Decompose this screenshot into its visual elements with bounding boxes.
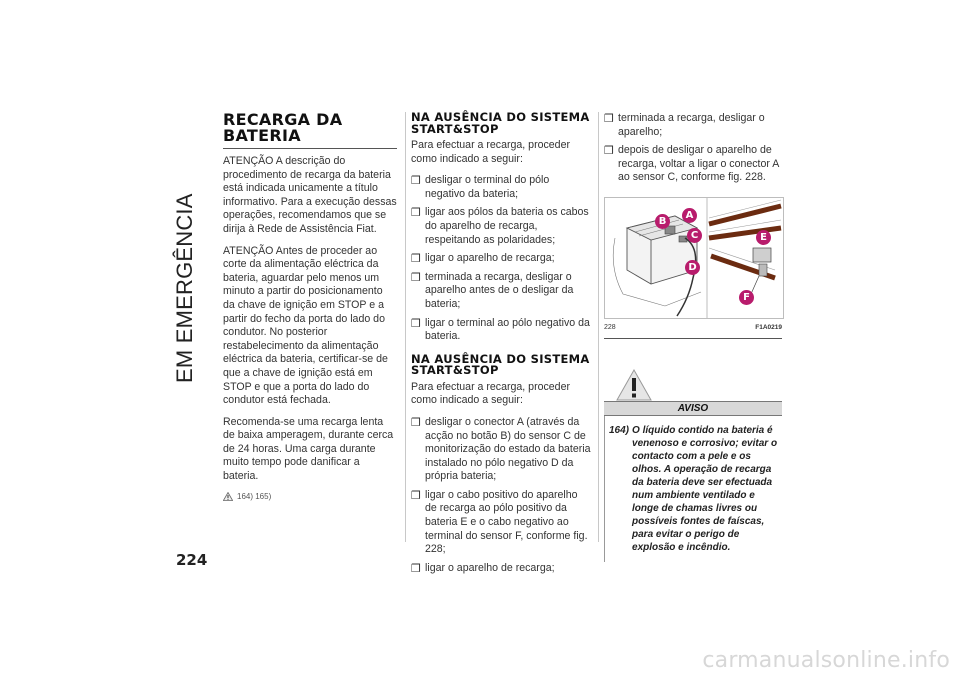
checkbox-bullet-icon: ❒ [411, 489, 421, 502]
callout-A: A [682, 208, 697, 223]
warning-body [604, 416, 782, 562]
battery-diagram-figure [604, 197, 784, 319]
checkbox-bullet-icon: ❒ [411, 207, 421, 220]
list-item: ❒ desligar o terminal do pólo negativo da bateria; [411, 174, 550, 200]
checkbox-bullet-icon: ❒ [411, 317, 421, 330]
list-item: ❒ ligar o cabo positivo do aparelho de recarga ao pólo positivo da bateria E e o cabo negativo ao terminal do sensor F, conforme fig. 228; [411, 488, 588, 556]
warning-triangle-icon [223, 492, 233, 501]
warning-box [604, 369, 782, 562]
list-item: ❒ ligar o aparelho de recarga; [411, 252, 555, 266]
column-1 [223, 112, 397, 503]
heading-recarga-bateria: RECARGA DA BATERIA [223, 112, 397, 149]
checkbox-bullet-icon: ❒ [411, 175, 421, 188]
paragraph: ATENÇÃO Antes de proceder ao corte da alimentação eléctrica da bateria, aguardar pelo menos um minuto a partir do posicionamento da chave de ignição em STOP e a partir do fecho da porta do lado do condutor. No posterior restabelecimento da alimentação eléctrica da bateria, certificar-se de que a chave de ignição está em STOP e que a porta do lado do condutor está fechada. [223, 244, 388, 407]
column-divider [598, 112, 599, 542]
list-item: ❒ ligar aos pólos da bateria os cabos do aparelho de recarga, respeitando as polaridades; [411, 206, 589, 246]
list-item: ❒ desligar o conector A (através da acção no botão B) do sensor C de monitorização do estado da bateria instalado no pólo negativo D da própria bateria; [411, 415, 591, 483]
figure-number: 228 [604, 323, 616, 331]
section-side-title: EM EMERGÊNCIA [172, 193, 197, 383]
paragraph: Recomenda-se uma recarga lenta de baixa amperagem, durante cerca de 24 horas. Uma carga durante muito tempo pode danificar a bateria. [223, 415, 394, 483]
figure-caption [604, 319, 782, 339]
checkbox-bullet-icon: ❒ [411, 253, 421, 266]
figure-code: F1A0219 [755, 323, 782, 331]
list-item: ❒ ligar o aparelho de recarga; [411, 561, 555, 575]
callout-B: B [655, 214, 670, 229]
warning-text: O líquido contido na bateria é venenoso e corrosivo; evitar o contacto com a pele e os olhos. A operação de recarga da bateria deve ser efectuada num ambiente ventilado e longe de chamas livres ou possíveis fontes de faíscas, para evitar o perigo de explosão e incêndio. [632, 424, 778, 553]
warning-number: 164) [609, 424, 630, 436]
callout-F: F [739, 290, 754, 305]
column-3 [604, 112, 784, 562]
list-item: ❒ terminada a recarga, desligar o aparelho; [604, 112, 765, 138]
callout-D: D [685, 260, 700, 275]
heading-com-start-stop: NA AUSÊNCIA DO SISTEMA START&STOP [411, 351, 590, 378]
callout-E: E [756, 230, 771, 245]
checkbox-bullet-icon: ❒ [604, 113, 614, 125]
list-item: ❒ ligar o terminal ao pólo negativo da bateria. [411, 316, 590, 343]
checkbox-bullet-icon: ❒ [604, 145, 614, 158]
page-number: 224 [176, 551, 208, 569]
watermark: carmanualsonline.info [702, 648, 950, 673]
checkbox-bullet-icon: ❒ [411, 416, 421, 429]
warning-references: 164) 165) [223, 490, 397, 504]
list-item: ❒ terminada a recarga, desligar o aparelho antes de o desligar da bateria; [411, 270, 574, 310]
heading-sem-start-stop: NA AUSÊNCIA DO SISTEMA START&STOP [411, 110, 590, 136]
callout-C: C [687, 228, 702, 243]
warning-header: AVISO [604, 401, 782, 416]
checkbox-bullet-icon: ❒ [411, 271, 421, 284]
intro-text: Para efectuar a recarga, proceder como indicado a seguir: [411, 139, 570, 165]
paragraph: ATENÇÃO A descrição do procedimento de recarga da bateria está indicada unicamente a título informativo. Para a execução dessas operações, recomendamos que se dirija à Rede de Assistência Fiat. [223, 155, 397, 235]
list-item: ❒ depois de desligar o aparelho de recarga, voltar a ligar o conector A ao sensor C, conforme fig. 228. [604, 144, 779, 184]
checkbox-bullet-icon: ❒ [411, 562, 421, 575]
warning-triangle-icon [616, 369, 652, 401]
column-divider [405, 112, 406, 542]
column-2 [411, 112, 591, 580]
intro-text: Para efectuar a recarga, proceder como indicado a seguir: [411, 380, 570, 407]
